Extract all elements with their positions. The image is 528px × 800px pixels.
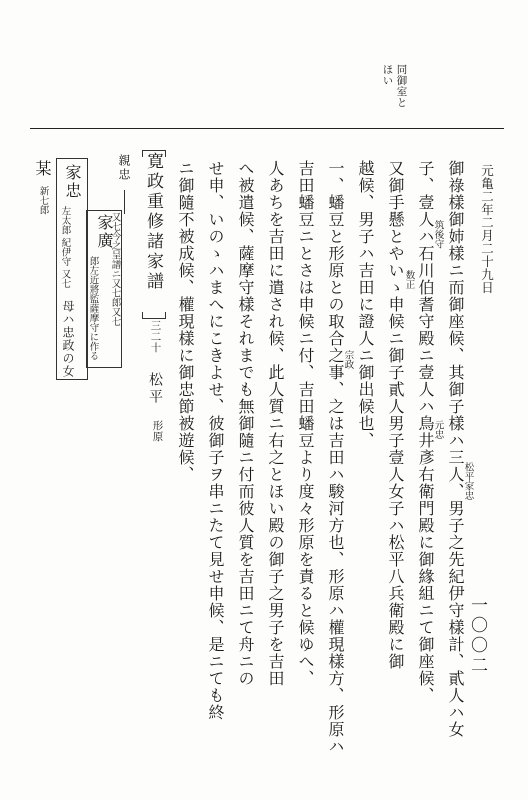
margin-note-1: 同御室と bbox=[395, 64, 408, 108]
body-line-3: 又御手懸とやいゝ申候ニ御子貳人男子壹人女子ハ松平八兵衛殿に御 bbox=[386, 160, 405, 670]
genealogy-child-name: 某 bbox=[33, 160, 52, 177]
body-line-10: ニ御隨不被成候、權現樣に御忠節被遊候、 bbox=[176, 160, 195, 483]
genealogy-iehiro-note: 郎左近將監薩摩守に作る bbox=[87, 256, 99, 361]
citation-bracket-bottom bbox=[142, 312, 166, 319]
genealogy-child-note: 新七郎 bbox=[37, 186, 49, 215]
citation-bracket-top bbox=[142, 150, 166, 157]
genealogy-mother-note: 母ハ忠政の女 bbox=[61, 300, 75, 378]
margin-note-2: ほい bbox=[381, 64, 394, 86]
annotation-hoki: 数正 bbox=[403, 270, 415, 289]
annotation-fu: 宗政 bbox=[342, 350, 354, 369]
annotation-chikugo: 筑後守 bbox=[432, 220, 444, 249]
body-line-2: 子、壹人ハ石川伯耆守殿ニ壹人ハ鳥井彥右衛門殿に御緣組ニて御座候、 bbox=[416, 160, 435, 704]
citation-clan: 松平 bbox=[147, 372, 163, 406]
date-line: 元亀二年二月二十九日 bbox=[479, 164, 495, 294]
annotation-kii: 松平家忠 bbox=[462, 462, 474, 500]
genealogy-ietada-parent-line: 又七今之呈譜ニ又七郎又七 bbox=[109, 212, 121, 326]
citation-title: 寛政重修諸家譜 bbox=[143, 152, 163, 292]
body-line-4: 越候、男子ハ吉田に證人ニ御出候也、 bbox=[356, 160, 375, 449]
genealogy-connector bbox=[124, 190, 125, 214]
genealogy-iehiro-name: 家廣 bbox=[95, 214, 114, 250]
body-line-5: 一、蟠豆と形原との取合之事、之は吉田ハ駿河方也、形原ハ權現樣方、形原ハ bbox=[326, 160, 345, 755]
body-line-6: 吉田蟠豆ニとさは申候ニ付、吉田蟠豆より度々形原を責ると候ゆへ、 bbox=[296, 160, 315, 687]
annotation-hikoemon: 元忠 bbox=[432, 420, 444, 439]
citation-branch: 形原 bbox=[151, 420, 164, 442]
body-line-8: へ被遣候、薩摩守樣それまでも無御隨ニ付而彼人質を吉田ニて舟ニの bbox=[236, 160, 255, 687]
citation-volume: 三二十 bbox=[149, 320, 162, 353]
page-number: 一〇〇二 bbox=[467, 596, 487, 676]
header-rule bbox=[30, 128, 504, 129]
genealogy-ietada-name: 家忠 bbox=[63, 164, 82, 200]
genealogy-ietada-note: 左太郎 紀伊守 又七 bbox=[59, 206, 71, 289]
genealogy-header: 親忠 bbox=[117, 154, 131, 182]
body-line-1: 御祿樣御姉樣ニ而御座候、其御子樣ハ三人、男子之先紀伊守樣計、貳人ハ女 bbox=[446, 160, 465, 738]
body-line-7: 人あちを吉田に遣され候、此人質ニ右之とほい殿の御子之男子を吉田 bbox=[266, 160, 285, 687]
body-line-9: せ申、いのゝハまへにこきよせ、彼御子ヲ串ニたて見せ申候、是ニても終 bbox=[206, 160, 225, 721]
